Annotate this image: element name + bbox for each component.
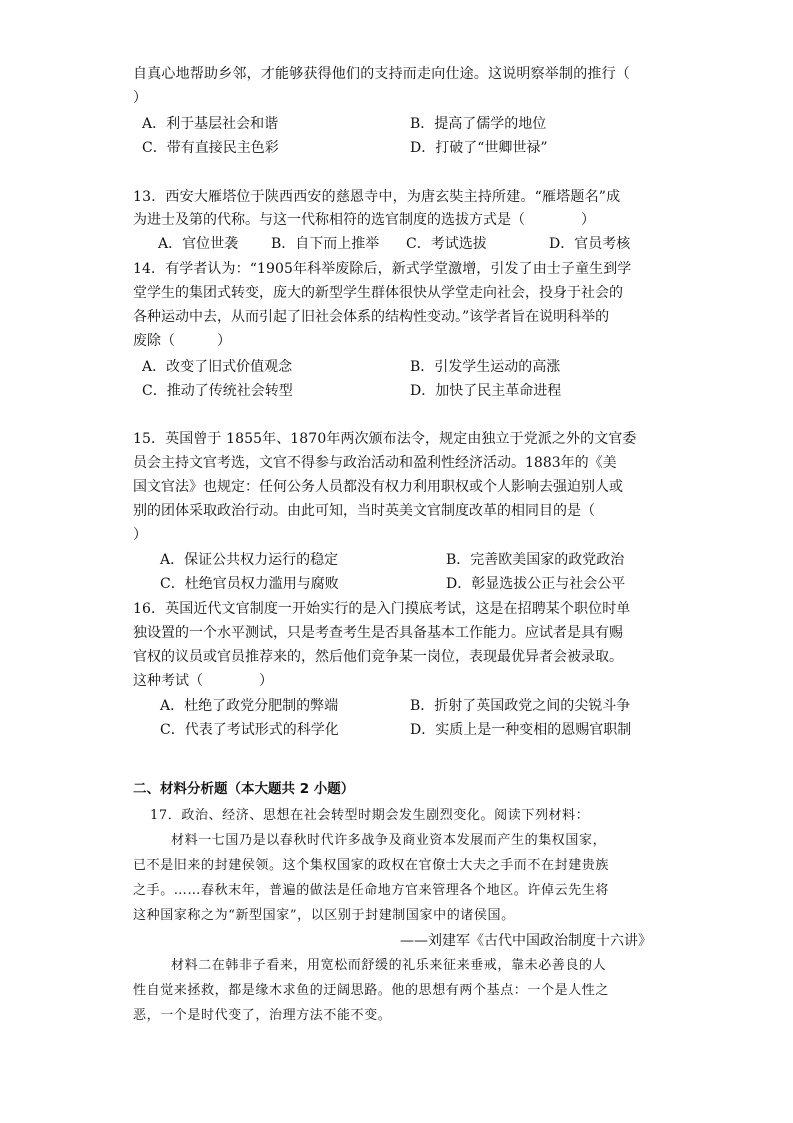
q13-option-b[interactable]: B．自下而上推举 <box>271 236 380 252</box>
q15-stem-line-5: ） <box>133 527 147 543</box>
q17-material1-line-1: 材料一七国乃是以春秋时代许多战争及商业资本发展而产生的集权国家， <box>171 833 607 848</box>
q15-stem-line-1: 15．英国曾于 1855年、1870年两次颁布法令，规定由独立于党派之外的文官委 <box>133 431 637 447</box>
q16-stem-line-1: 16．英国近代文官制度一开始实行的是入门摸底考试，这是在招聘某个职位时单 <box>133 601 631 617</box>
q14-stem-line-1: 14．有学者认为：“1905年科举废除后，新式学堂激增，引发了由士子童生到学 <box>133 261 632 277</box>
q15-option-b[interactable]: B．完善欧美国家的政党政治 <box>446 552 625 568</box>
q16-option-d[interactable]: D．实质上是一种变相的恩赐官职制 <box>410 722 632 738</box>
q12-option-a[interactable]: A．利于基层社会和谐 <box>142 116 279 132</box>
q17-material1-line-4: 这种国家称之为“新型国家”，以区别于封建制国家中的诸侯国。 <box>133 908 515 923</box>
q17-material1-line-3: 之手。……春秋末年，普遍的做法是任命地方官来管理各个地区。许倬云先生将 <box>133 883 610 898</box>
q17-material2-line-3: 恶，一个是时代变了，治理方法不能不变。 <box>133 1008 392 1023</box>
q17-intro: 17．政治、经济、思想在社会转型时期会发生剧烈变化。阅读下列材料： <box>150 808 590 823</box>
q14-option-c[interactable]: C．推动了传统社会转型 <box>142 383 293 399</box>
q15-option-c[interactable]: C．杜绝官员权力滥用与腐败 <box>160 576 339 592</box>
q13-stem-line-2: 为进士及第的代称。与这一代称相符的选官制度的选拔方式是（ ） <box>133 212 595 228</box>
q17-material2-line-2: 性自觉来拯救，都是缘木求鱼的迂阔思路。他的思想有两个基点：一个是人性之 <box>133 983 610 998</box>
q13-option-d[interactable]: D．官员考核 <box>549 236 631 252</box>
q17-material1-line-2: 已不是旧来的封建侯领。这个集权国家的政权在官僚士大夫之手而不在封建贵族 <box>133 858 610 873</box>
q16-stem-line-2: 独设置的一个水平测试，只是考查考生是否具备基本工作能力。应试者是具有赐 <box>133 625 623 641</box>
q12-option-d[interactable]: D．打破了“世卿世禄” <box>410 140 548 156</box>
q12-stem-line-1: 自真心地帮助乡邻，才能够获得他们的支持而走向仕途。这说明察举制的推行（ <box>133 66 630 82</box>
q14-option-b[interactable]: B．引发学生运动的高涨 <box>410 359 561 375</box>
q14-stem-line-4: 废除（ ） <box>133 333 231 349</box>
q16-stem-line-3: 官权的议员或官员推荐来的，然后他们竞争某一岗位，表现最优异者会被录取。 <box>133 649 623 665</box>
q16-stem-line-4: 这种考试（ ） <box>133 673 273 689</box>
q14-stem-line-3: 各种运动中去，从而引起了旧社会体系的结构性变动。”该学者旨在说明科举的 <box>133 309 610 325</box>
q15-option-d[interactable]: D．彰显选拔公正与社会公平 <box>446 576 626 592</box>
q15-stem-line-4: 别的团体采取政治行动。由此可知，当时英美文官制度改革的相同目的是（ <box>133 503 595 519</box>
q13-option-c[interactable]: C．考试选拔 <box>406 236 487 252</box>
q17-material1-source: ——刘建军《古代中国政治制度十六讲》 <box>400 933 652 949</box>
section-2-heading: 二、材料分析题（本大题共 2 小题） <box>133 781 355 797</box>
q14-stem-line-2: 堂学生的集团式转变，庞大的新型学生群体很快从学堂走向社会，投身于社会的 <box>133 285 623 301</box>
q14-option-d[interactable]: D．加快了民主革命进程 <box>410 383 562 399</box>
q15-option-a[interactable]: A．保证公共权力运行的稳定 <box>160 552 339 568</box>
q15-stem-line-2: 员会主持文官考选，文官不得参与政治活动和盈利性经济活动。1883年的《美 <box>133 455 617 471</box>
q15-stem-line-3: 国文官法》也规定：任何公务人员都没有权力利用职权或个人影响去强迫别人或 <box>133 479 623 495</box>
q16-option-b[interactable]: B．折射了英国政党之间的尖锐斗争 <box>410 698 631 714</box>
q12-stem-line-2: ） <box>133 90 147 106</box>
q16-option-c[interactable]: C．代表了考试形式的科学化 <box>160 722 339 738</box>
q16-option-a[interactable]: A．杜绝了政党分肥制的弊端 <box>160 698 339 714</box>
q12-option-c[interactable]: C．带有直接民主色彩 <box>142 140 279 156</box>
q17-material2-line-1: 材料二在韩非子看来，用宽松而舒缓的礼乐来征来垂戒，靠未必善良的人 <box>171 958 607 973</box>
q13-stem-line-1: 13．西安大雁塔位于陕西西安的慈恩寺中，为唐玄奘主持所建。“雁塔题名”成 <box>133 189 621 205</box>
q12-option-b[interactable]: B．提高了儒学的地位 <box>410 116 547 132</box>
q14-option-a[interactable]: A．改变了旧式价值观念 <box>142 359 293 375</box>
q13-option-a[interactable]: A．官位世袭 <box>158 236 239 252</box>
